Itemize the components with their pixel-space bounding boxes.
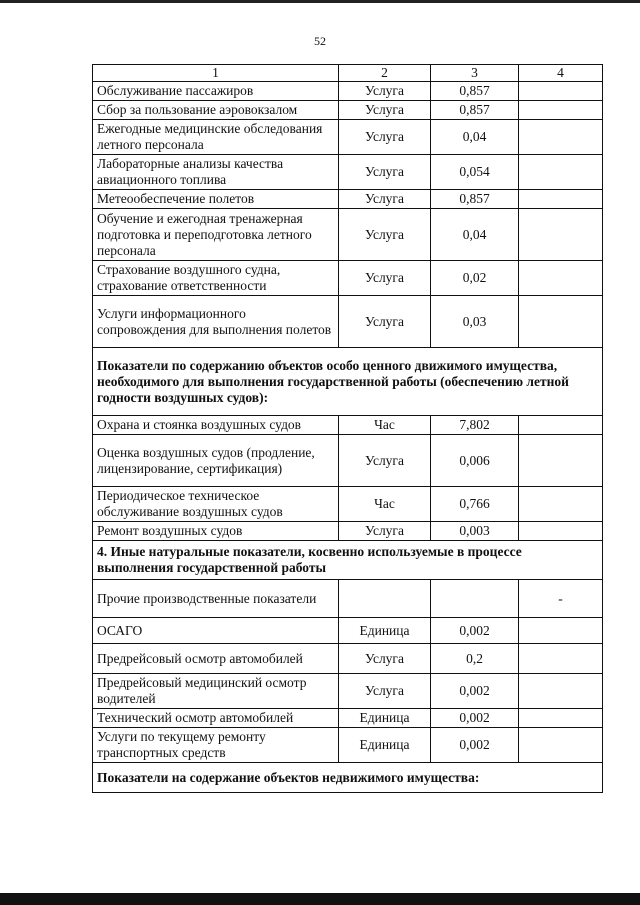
item-name: Обслуживание пассажиров (93, 82, 339, 101)
section-heading: Показатели по содержанию объектов особо ценного движимого имущества, необходимого для выполнения государственной работы (обеспечению летной годности воздушных судов): (93, 348, 603, 416)
item-name: Метеообеспечение полетов (93, 190, 339, 209)
value-cell: 0,003 (431, 522, 519, 541)
item-name: Предрейсовый медицинский осмотр водителей (93, 674, 339, 709)
extra-cell (519, 120, 603, 155)
item-name: Оценка воздушных судов (продление, лицензирование, сертификация) (93, 435, 339, 487)
unit-cell: Услуга (339, 209, 431, 261)
extra-cell: - (519, 580, 603, 618)
table-body (93, 82, 603, 793)
extra-cell (519, 487, 603, 522)
section-heading: 4. Иные натуральные показатели, косвенно используемые в процессе выполнения государственной работы (93, 541, 603, 580)
table-row (93, 644, 603, 674)
table-row (93, 101, 603, 120)
value-cell: 0,857 (431, 190, 519, 209)
item-name: Лабораторные анализы качества авиационного топлива (93, 155, 339, 190)
page-number: 52 (314, 34, 326, 48)
unit-cell: Услуга (339, 82, 431, 101)
extra-cell (519, 261, 603, 296)
item-name: Страхование воздушного судна, страхование ответственности (93, 261, 339, 296)
column-header: 2 (339, 65, 431, 82)
unit-cell: Услуга (339, 101, 431, 120)
unit-cell: Единица (339, 618, 431, 644)
item-name: Технический осмотр автомобилей (93, 709, 339, 728)
extra-cell (519, 296, 603, 348)
extra-cell (519, 416, 603, 435)
unit-cell: Услуга (339, 644, 431, 674)
section-heading-row (93, 348, 603, 416)
value-cell: 0,04 (431, 209, 519, 261)
table-row (93, 296, 603, 348)
item-name: Сбор за пользование аэровокзалом (93, 101, 339, 120)
column-header: 1 (93, 65, 339, 82)
table-row (93, 580, 603, 618)
item-name: Ремонт воздушных судов (93, 522, 339, 541)
item-name: Обучение и ежегодная тренажерная подготовка и переподготовка летного персонала (93, 209, 339, 261)
unit-cell: Услуга (339, 120, 431, 155)
scan-edge-top (0, 0, 640, 3)
extra-cell (519, 674, 603, 709)
unit-cell: Услуга (339, 435, 431, 487)
extra-cell (519, 709, 603, 728)
item-name: Охрана и стоянка воздушных судов (93, 416, 339, 435)
table-row (93, 416, 603, 435)
value-cell: 0,857 (431, 101, 519, 120)
value-cell: 0,03 (431, 296, 519, 348)
value-cell: 7,802 (431, 416, 519, 435)
extra-cell (519, 618, 603, 644)
table-row (93, 618, 603, 644)
value-cell: 0,04 (431, 120, 519, 155)
item-name: Предрейсовый осмотр автомобилей (93, 644, 339, 674)
unit-cell: Услуга (339, 674, 431, 709)
extra-cell (519, 644, 603, 674)
table-row (93, 261, 603, 296)
value-cell: 0,002 (431, 674, 519, 709)
table-row (93, 209, 603, 261)
value-cell: 0,054 (431, 155, 519, 190)
section-heading-row (93, 541, 603, 580)
value-cell: 0,002 (431, 618, 519, 644)
extra-cell (519, 101, 603, 120)
value-cell: 0,006 (431, 435, 519, 487)
unit-cell: Единица (339, 728, 431, 763)
item-name: Прочие производственные показатели (93, 580, 339, 618)
item-name: Периодическое техническое обслуживание воздушных судов (93, 487, 339, 522)
unit-cell: Час (339, 487, 431, 522)
unit-cell: Услуга (339, 155, 431, 190)
extra-cell (519, 435, 603, 487)
unit-cell: Услуга (339, 261, 431, 296)
unit-cell (339, 580, 431, 618)
unit-cell: Час (339, 416, 431, 435)
extra-cell (519, 155, 603, 190)
table-row (93, 674, 603, 709)
extra-cell (519, 209, 603, 261)
extra-cell (519, 190, 603, 209)
item-name: Ежегодные медицинские обследования летного персонала (93, 120, 339, 155)
column-number-row (93, 65, 603, 82)
unit-cell: Услуга (339, 296, 431, 348)
extra-cell (519, 82, 603, 101)
table-row (93, 709, 603, 728)
value-cell: 0,766 (431, 487, 519, 522)
norms-table (92, 64, 603, 793)
scan-edge-bottom (0, 893, 640, 905)
table-row (93, 155, 603, 190)
item-name: Услуги по текущему ремонту транспортных средств (93, 728, 339, 763)
unit-cell: Услуга (339, 190, 431, 209)
table-row (93, 487, 603, 522)
column-header: 4 (519, 65, 603, 82)
table-row (93, 190, 603, 209)
value-cell: 0,2 (431, 644, 519, 674)
column-header: 3 (431, 65, 519, 82)
item-name: Услуги информационного сопровождения для выполнения полетов (93, 296, 339, 348)
table-row (93, 435, 603, 487)
extra-cell (519, 522, 603, 541)
value-cell: 0,857 (431, 82, 519, 101)
value-cell (431, 580, 519, 618)
value-cell: 0,002 (431, 728, 519, 763)
value-cell: 0,02 (431, 261, 519, 296)
value-cell: 0,002 (431, 709, 519, 728)
extra-cell (519, 728, 603, 763)
section-heading: Показатели на содержание объектов недвижимого имущества: (93, 763, 603, 793)
unit-cell: Единица (339, 709, 431, 728)
table-row (93, 82, 603, 101)
item-name: ОСАГО (93, 618, 339, 644)
table-row (93, 522, 603, 541)
table-row (93, 728, 603, 763)
table-row (93, 120, 603, 155)
unit-cell: Услуга (339, 522, 431, 541)
section-heading-row (93, 763, 603, 793)
